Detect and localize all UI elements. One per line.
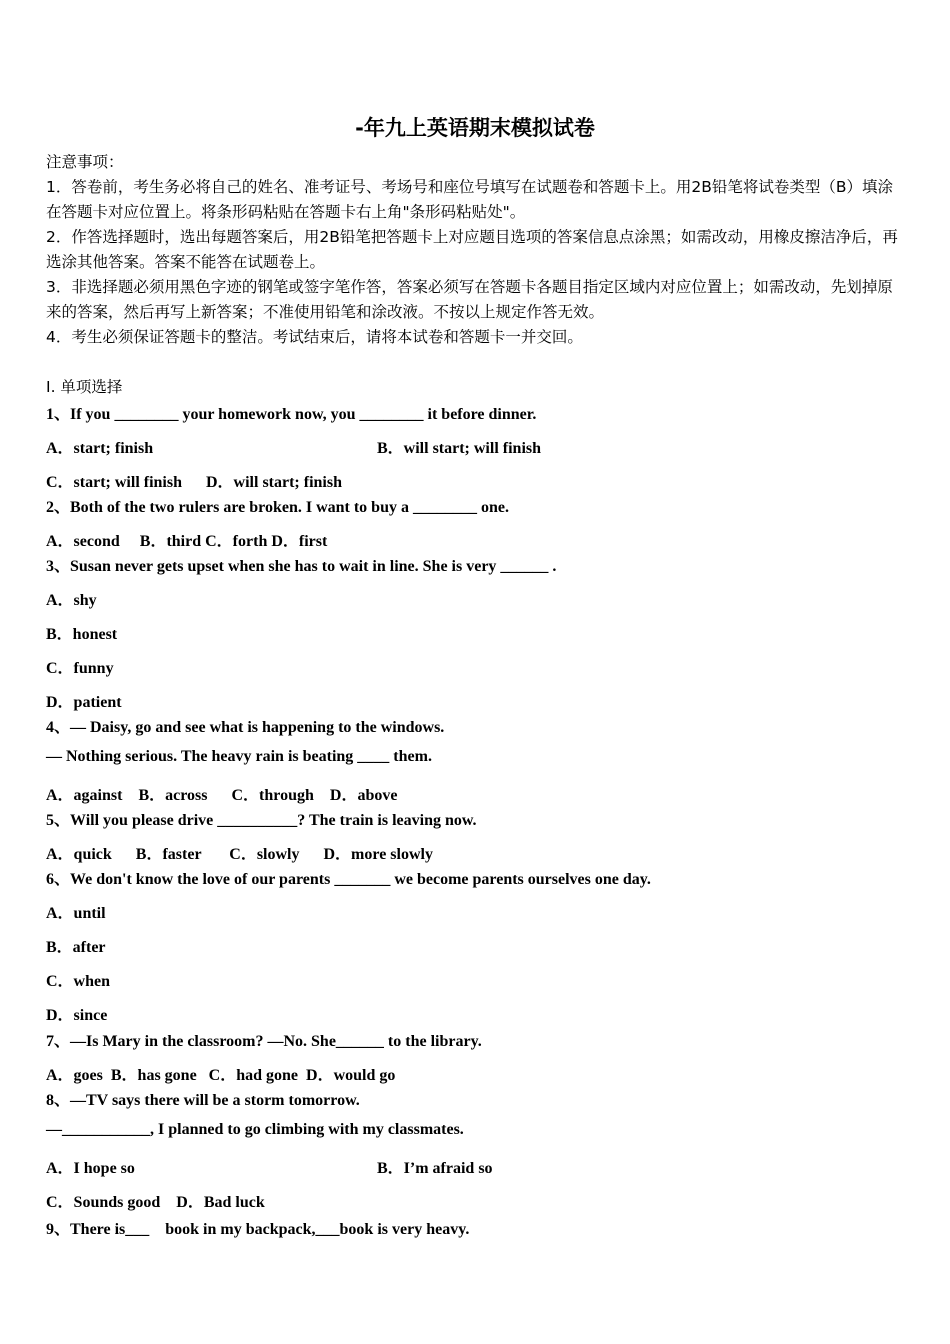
notice-item: 4．考生必须保证答题卡的整洁。考试结束后，请将本试卷和答题卡一并交回。 (46, 328, 583, 346)
notice-item: 3．非选择题必须用黑色字迹的钢笔或签字笔作答，答案必须写在答题卡各题目指定区域内对应位置上；如需改动，先划掉原来的答案，然后再写上新答案；不准使用铅笔和涂改液。不按以上规定作答无效。 (46, 278, 893, 321)
question-6-option-d: D．since (46, 1007, 108, 1024)
question-8-option-a: A．I hope so (46, 1160, 135, 1177)
question-3-option-d: D．patient (46, 694, 122, 711)
question-3-stem: 3、Susan never gets upset when she has to wait in line. She is very ______ . (46, 558, 557, 575)
page-title: -年九上英语期末模拟试卷 (355, 116, 595, 140)
section-heading: Ⅰ. 单项选择 (46, 378, 123, 396)
question-3-option-b: B．honest (46, 626, 118, 643)
question-4-options: A．against B．across C．through D．above (46, 787, 398, 804)
question-8-options-cd: C．Sounds good D．Bad luck (46, 1194, 265, 1211)
question-3-option-a: A．shy (46, 592, 97, 609)
question-3-option-c: C．funny (46, 660, 114, 677)
question-7-stem: 7、—Is Mary in the classroom? —No. She______ to the library. (46, 1033, 482, 1050)
notice-heading: 注意事项： (46, 153, 124, 171)
question-8-stem: 8、—TV says there will be a storm tomorrow. (46, 1092, 360, 1109)
question-8-stem-2: —___________, I planned to go climbing with my classmates. (46, 1121, 464, 1138)
question-6-option-b: B．after (46, 939, 106, 956)
notice-block (46, 150, 906, 350)
question-1-stem: 1、If you ________ your homework now, you ________ it before dinner. (46, 406, 537, 423)
question-4-stem: 4、— Daisy, go and see what is happening to the windows. (46, 719, 445, 736)
question-2-stem: 2、Both of the two rulers are broken. I want to buy a ________ one. (46, 499, 509, 516)
question-2-options: A．second B．third C．forth D．first (46, 533, 328, 550)
question-6-stem: 6、We don't know the love of our parents _______ we become parents ourselves one day. (46, 871, 651, 888)
notice-item: 1．答卷前，考生务必将自己的姓名、准考证号、考场号和座位号填写在试题卷和答题卡上。用2B铅笔将试卷类型（B）填涂在答题卡对应位置上。将条形码粘贴在答题卡右上角"条形码粘贴处"。 (46, 178, 893, 221)
question-1-option-b: B．will start; will finish (377, 440, 542, 457)
question-5-options: A．quick B．faster C．slowly D．more slowly (46, 846, 433, 863)
question-8-option-b: B．I’m afraid so (377, 1160, 493, 1177)
question-7-options: A．goes B．has gone C．had gone D．would go (46, 1067, 396, 1084)
question-1-option-a: A．start; finish (46, 440, 154, 457)
question-5-stem: 5、Will you please drive __________? The train is leaving now. (46, 812, 477, 829)
question-1-options-cd: C．start; will finish D．will start; finish (46, 474, 343, 491)
question-6-option-c: C．when (46, 973, 111, 990)
question-9-stem: 9、There is___ book in my backpack,___book is very heavy. (46, 1221, 470, 1238)
notice-item: 2．作答选择题时，选出每题答案后，用2B铅笔把答题卡上对应题目选项的答案信息点涂黑；如需改动，用橡皮擦洁净后，再选涂其他答案。答案不能答在试题卷上。 (46, 228, 898, 271)
question-4-stem-2: — Nothing serious. The heavy rain is beating ____ them. (46, 748, 432, 765)
question-6-option-a: A．until (46, 905, 106, 922)
